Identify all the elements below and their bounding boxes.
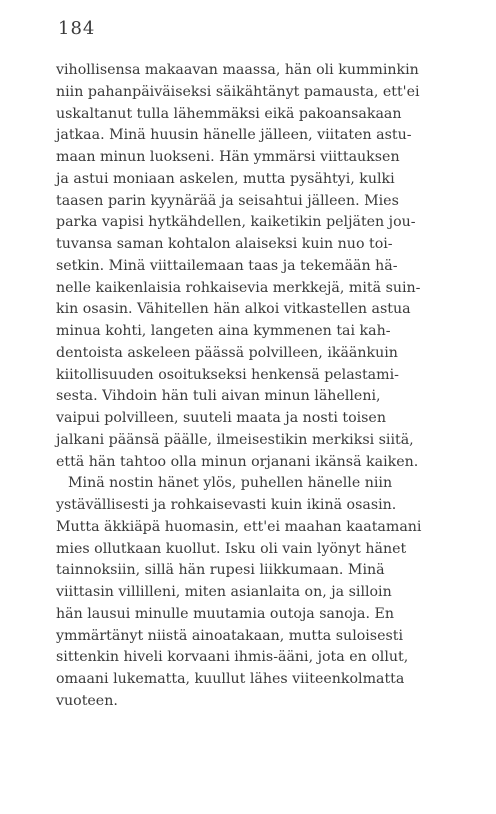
text-line: uskaltanut tulla lähemmäksi eikä pakoansakaan — [56, 105, 402, 122]
text-line: että hän tahtoo olla minun orjanani ikänsä kaiken. — [56, 453, 419, 470]
text-line: kiitollisuuden osoitukseksi henkensä pelastami- — [56, 366, 399, 383]
text-line: ja astui moniaan askelen, mutta pysähtyi, kulki — [56, 170, 395, 187]
text-line: kin osasin. Vähitellen hän alkoi vitkastellen astua — [56, 301, 411, 318]
text-line: nelle kaikenlaisia rohkaisevia merkkejä, mitä suin- — [56, 279, 421, 296]
text-line: ymmärtänyt niistä ainoatakaan, mutta suloisesti — [56, 627, 404, 644]
text-line: vaipui polvilleen, suuteli maata ja nosti toisen — [56, 410, 386, 426]
body-text — [56, 60, 448, 713]
text-line: niin pahanpäiväiseksi säikähtänyt pamausta, ett'ei — [56, 83, 420, 100]
text-line: maan minun luokseni. Hän ymmärsi viittauksen — [56, 149, 400, 165]
text-line: tainnoksiin, sillä hän rupesi liikkumaan. Minä — [56, 562, 385, 579]
text-line: ystävällisesti ja rohkaisevasti kuin ikinä osasin. — [56, 497, 397, 513]
text-line: minua kohti, langeten aina kymmenen tai kah- — [56, 323, 391, 339]
text-line: jatkaa. Minä huusin hänelle jälleen, viitaten astu- — [56, 127, 412, 144]
text-line: mies ollutkaan kuollut. Isku oli vain lyönyt hänet — [56, 540, 407, 557]
text-line: hän lausui minulle muutamia outoja sanoja. En — [56, 605, 395, 622]
text-line: sesta. Vihdoin hän tuli aivan minun lähelleni, — [56, 388, 381, 405]
text-line: dentoista askeleen päässä polvilleen, ikäänkuin — [56, 344, 398, 361]
text-line: tuvansa saman kohtalon alaiseksi kuin nuo toi- — [56, 236, 393, 252]
text-line: vuoteen. — [56, 692, 118, 709]
text-line: viittasin villilleni, miten asianlaita on, ja silloin — [56, 584, 392, 600]
text-line: omaani lukematta, kuullut lähes viiteenkolmatta — [56, 671, 405, 687]
text-line: jalkani päänsä päälle, ilmeisestikin merkiksi siitä, — [56, 431, 414, 448]
text-line: Mutta äkkiäpä huomasin, ett'ei maahan kaatamani — [56, 518, 422, 535]
text-line: Minä nostin hänet ylös, puhellen hänelle niin — [68, 475, 393, 492]
page-number: 184 — [58, 18, 96, 39]
text-line: parka vapisi hytkähdellen, kaiketikin peljäten jou- — [56, 214, 416, 231]
text-line: sittenkin hiveli korvaani ihmis-ääni, jota en ollut, — [56, 649, 409, 666]
text-line: vihollisensa makaavan maassa, hän oli kumminkin — [56, 62, 419, 78]
text-line: taasen parin kyynärää ja seisahtui jälleen. Mies — [56, 192, 399, 209]
text-line: setkin. Minä viittailemaan taas ja tekemään hä- — [56, 257, 398, 274]
